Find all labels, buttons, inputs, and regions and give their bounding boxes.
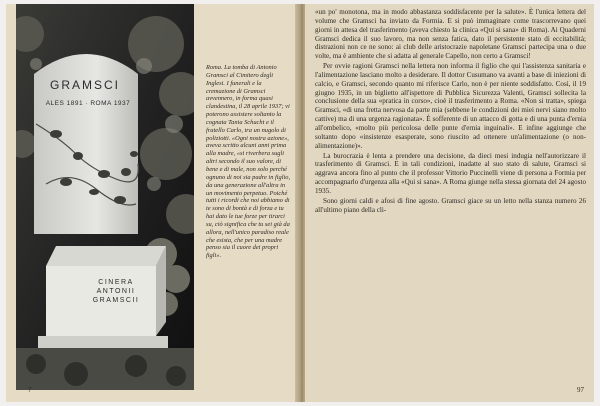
tomb-photo-drawing — [16, 4, 194, 390]
paragraph: Sono giorni caldi e afosi di fine agosto. Gramsci giace su un letto nella stanza numero 26 all'ultimo piano della cli- — [315, 196, 586, 214]
page-number-left: 7 — [28, 386, 32, 394]
caption-text: Roma. La tomba di Antonio Gramsci al Cimitero degli Inglesi. I funerali e la cremazione di Gramsci avvennero, in forma quasi clandestina, il 28 aprile 1937; vi poterono assistere soltanto la cognata Tania Schucht e il fratello Carlo, tra un nugolo di poliziotti. «Ogni nostra azione», aveva scritto alcuni anni prima alla madre, «si riverbera sugli altri secondo il suo valore, di bene e di male, non solo perché ognuno di noi sia padre in figlio, da una generazione all'altra in un movimento perpetuo. Poiché tutti i ricordi che noi abbiamo di te sono di bontà e di forza e tu hai dato le tue forze per tirarci su, ciò significa che tu sei già da allora, nell'unico paradiso reale che esista, che per una madre penso sia il cuore dei propri figli». — [206, 64, 291, 260]
stele-inscription-years: ALES 1891 · ROMA 1937 — [45, 100, 131, 107]
body-text — [315, 8, 586, 214]
paragraph: La burocrazia è lenta a prendere una decisione, da dieci mesi indugia nell'autorizzare il trasferimento di Gramsci. E in tali condizioni, inadatte al suo stato di salute, Gramsci si aggrava ancora fino al punto che il professor Vittorio Puccinelli viene di persona a Formia per accompagnarlo d'urgenza alla «Qui si sana». A Roma giunge nella stessa giornata del 24 agosto 1935. — [315, 151, 586, 195]
urn-inscription — [76, 278, 156, 305]
open-book — [6, 4, 594, 402]
photo-caption — [206, 64, 292, 260]
page-number-right: 97 — [577, 386, 584, 394]
stele-inscription-name: GRAMSCI — [49, 78, 120, 92]
urn-line: GRAMSCII — [92, 297, 140, 304]
paragraph: Per ovvie ragioni Gramsci nella lettera non informa il figlio che qui l'assistenza sanitaria e l'alimentazione lasciano molto a desiderare. Il dottor Cusumano va avanti a base di iniezioni di calcio, e Gramsci, secondo quanto mi riferisce Carlo, non è per niente soddisfatto. Così, il 19 giugno 1935, in un biglietto all'ispettore di Pubblica Sicurezza Valenti, Gramsci sollecita la conclusione della sua «pratica in corso», cioè il trasferimento a Roma. «Non si tratta», spiega Gramsci, «di una fretta nervosa da parte mia (sebbene le condizioni dei miei nervi siano molto cattive) ma di una urgenza ragionata». È sofferente di un attacco di gotta e di una punta d'ernia all'ombelico, «molto più pericolosa delle punte d'ernia inguinali». E infine aggiunge che soltanto dopo «insistenze esasperate, sono riuscito ad ottenere un'alimentazione (o non-alimentazione)». — [315, 62, 586, 150]
tomb-photograph — [16, 4, 194, 390]
right-page — [305, 4, 594, 402]
urn-line: ANTONII — [96, 288, 136, 295]
left-page — [6, 4, 299, 402]
paragraph: «un po' monotona, ma in modo abbastanza soddisfacente per la salute». È l'unica lettera del volume che Gramsci ha inviato da Formia. E si può immaginare come trascorrevano quei giorni in attesa del trasferimento (aveva chiesto la clinica «Qui si sana» di Roma). Ai Quaderni Gramsci dedica il suo lavoro, ma non senza fatica, dato il persistente stato di eccitabilità; distrazioni non ce ne sono: ai club delle aristocrazie napoletane Gramsci partecipa una o due volte, ma è ambiente che si adatta al generale Capello, non certo a Gramsci! — [315, 8, 586, 61]
urn-line: CINERA — [98, 279, 134, 286]
